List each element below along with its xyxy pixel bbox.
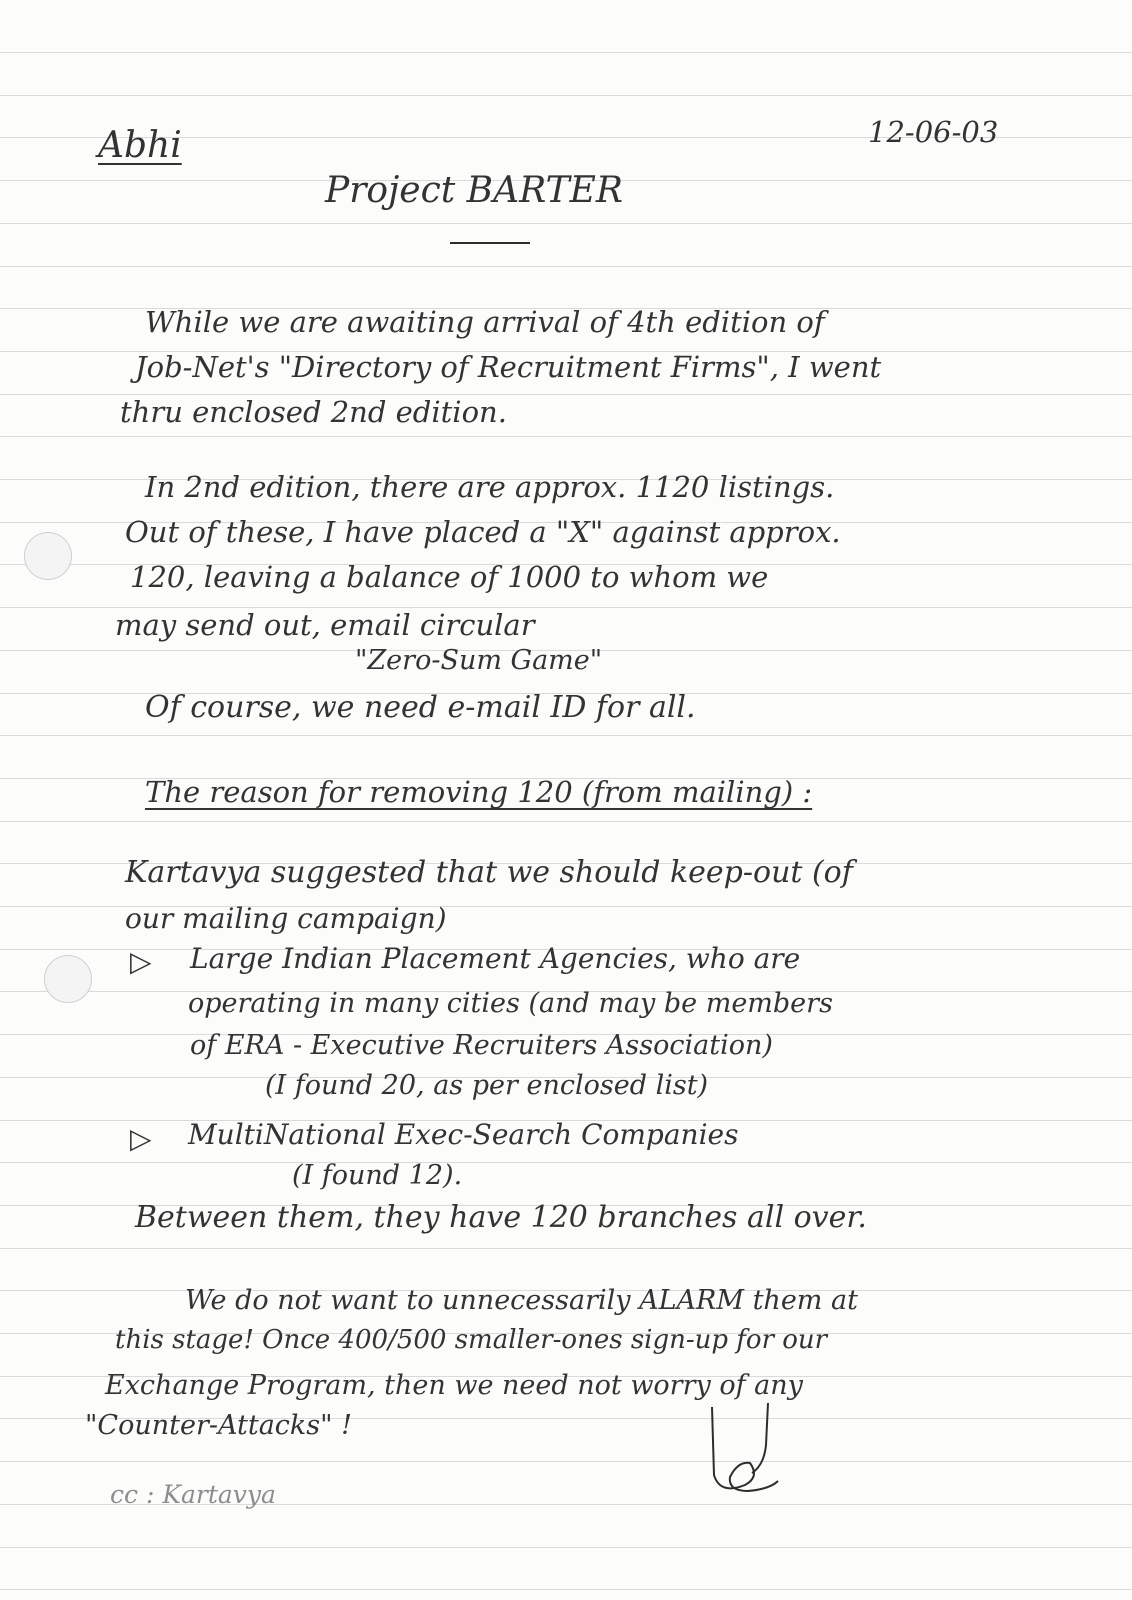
ruled-line <box>0 223 1132 224</box>
para4-line2: our mailing campaign) <box>125 902 447 935</box>
bullet1-line1: Large Indian Placement Agencies, who are <box>190 942 801 975</box>
para6-line4: "Counter-Attacks" ! <box>85 1410 352 1441</box>
title-underline <box>450 242 530 244</box>
para3: Of course, we need e-mail ID for all. <box>145 690 696 725</box>
para6-line2: this stage! Once 400/500 smaller-ones sign-up for our <box>115 1325 828 1355</box>
signature-mark <box>690 1395 800 1505</box>
ruled-line <box>0 1461 1132 1462</box>
ruled-line <box>0 266 1132 267</box>
bullet1-line4: (I found 20, as per enclosed list) <box>265 1070 709 1101</box>
cc-line: cc : Kartavya <box>110 1480 276 1509</box>
ruled-line <box>0 1547 1132 1548</box>
ruled-line <box>0 1162 1132 1163</box>
para2-line5: "Zero-Sum Game" <box>355 645 603 676</box>
bullet2-line2: (I found 12). <box>292 1160 463 1191</box>
ruled-line <box>0 1589 1132 1590</box>
bullet1-line2: operating in many cities (and may be members <box>188 988 833 1019</box>
ruled-line <box>0 735 1132 736</box>
punch-hole-bottom <box>44 955 92 1003</box>
para4-line1: Kartavya suggested that we should keep-out (of <box>125 855 853 890</box>
punch-hole-top <box>24 532 72 580</box>
para2-line4: may send out, email circular <box>115 608 535 642</box>
bullet2-line1: MultiNational Exec-Search Companies <box>188 1118 739 1151</box>
para2-line3: 120, leaving a balance of 1000 to whom we <box>130 560 769 594</box>
para6-line1: We do not want to unnecessarily ALARM them at <box>185 1285 858 1316</box>
reason-heading: The reason for removing 120 (from mailing) : <box>145 775 813 809</box>
bullet1-line3: of ERA - Executive Recruiters Association) <box>190 1030 773 1061</box>
para1-line1: While we are awaiting arrival of 4th edition of <box>145 305 825 339</box>
para5: Between them, they have 120 branches all over. <box>135 1200 867 1235</box>
ruled-line <box>0 52 1132 53</box>
ruled-line <box>0 1248 1132 1249</box>
date: 12-06-03 <box>868 115 999 149</box>
para2-line1: In 2nd edition, there are approx. 1120 listings. <box>145 470 835 504</box>
bullet1-marker: ▷ <box>130 945 152 978</box>
ruled-line <box>0 95 1132 96</box>
addressee: Abhi <box>98 125 182 166</box>
para1-line2: Job-Net's "Directory of Recruitment Firms", I went <box>135 350 882 384</box>
title: Project BARTER <box>325 170 623 211</box>
para1-line3: thru enclosed 2nd edition. <box>120 395 507 429</box>
ruled-line <box>0 436 1132 437</box>
para6-line3: Exchange Program, then we need not worry of any <box>105 1370 803 1401</box>
ruled-line <box>0 821 1132 822</box>
bullet2-marker: ▷ <box>130 1122 152 1155</box>
para2-line2: Out of these, I have placed a "X" against approx. <box>125 515 841 549</box>
